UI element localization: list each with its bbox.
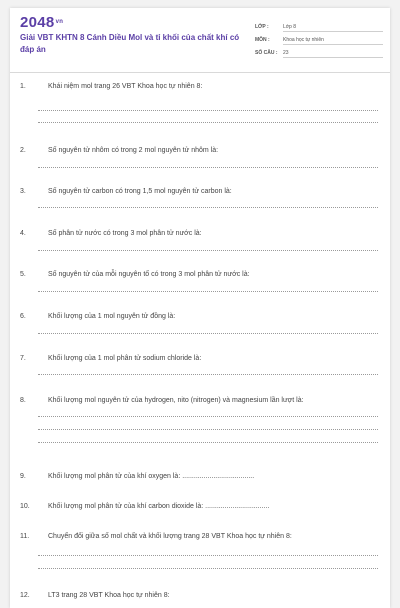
meta-label: MÔN : bbox=[255, 37, 270, 43]
question-text: Số phân tử nước có trong 3 mol phân tử nước là: bbox=[48, 230, 202, 237]
question-text: Số nguyên tử carbon có trong 1,5 mol nguyên tử carbon là: bbox=[48, 188, 232, 195]
answer-line[interactable] bbox=[38, 250, 378, 251]
answer-line[interactable] bbox=[38, 333, 378, 334]
question-text: Khái niệm mol trang 26 VBT Khoa học tự nhiên 8: bbox=[48, 83, 203, 90]
question-number: 10. bbox=[20, 503, 30, 510]
meta-label: LỚP : bbox=[255, 24, 269, 30]
question-text: Khối lượng của 1 mol phân tử sodium chloride là: bbox=[48, 355, 202, 362]
logo-suffix: vn bbox=[55, 19, 64, 25]
question-list bbox=[10, 8, 390, 608]
question-number: 8. bbox=[20, 397, 26, 404]
question-number: 7. bbox=[20, 355, 26, 362]
question-text: Số nguyên tử của mỗi nguyên tố có trong 3 mol phân tử nước là: bbox=[48, 271, 250, 278]
answer-line[interactable] bbox=[38, 167, 378, 168]
question-number: 6. bbox=[20, 313, 26, 320]
answer-line[interactable] bbox=[38, 110, 378, 111]
answer-line[interactable] bbox=[38, 555, 378, 556]
document-title: Giải VBT KHTN 8 Cánh Diều Mol và tỉ khối của chất khí có đáp án bbox=[20, 33, 240, 54]
answer-line[interactable] bbox=[38, 122, 378, 123]
question-number: 4. bbox=[20, 230, 26, 237]
meta-value: Lớp 8 bbox=[283, 22, 383, 32]
answer-line[interactable] bbox=[38, 291, 378, 292]
question-text: Khối lượng mol phân tử của khí oxygen là: ..................................... bbox=[48, 473, 255, 480]
answer-line[interactable] bbox=[38, 568, 378, 569]
question-text: Khối lượng mol nguyên tử của hydrogen, nito (nitrogen) và magnesium lần lượt là: bbox=[48, 397, 304, 404]
meta-value: 23 bbox=[283, 48, 383, 58]
meta-label: SỐ CÂU : bbox=[255, 50, 278, 56]
question-text: Khối lượng của 1 mol nguyên tử đồng là: bbox=[48, 313, 176, 320]
question-number: 11. bbox=[20, 533, 30, 540]
question-number: 3. bbox=[20, 188, 26, 195]
worksheet-page bbox=[10, 8, 390, 608]
answer-line[interactable] bbox=[38, 207, 378, 208]
question-number: 1. bbox=[20, 83, 26, 90]
question-text: LT3 trang 28 VBT Khoa học tự nhiên 8: bbox=[48, 592, 170, 599]
answer-line[interactable] bbox=[38, 429, 378, 430]
logo-text: 2048 bbox=[20, 14, 55, 31]
answer-line[interactable] bbox=[38, 416, 378, 417]
question-number: 2. bbox=[20, 147, 26, 154]
question-text: Chuyển đổi giữa số mol chất và khối lượng trang 28 VBT Khoa học tự nhiên 8: bbox=[48, 533, 292, 540]
question-number: 5. bbox=[20, 271, 26, 278]
answer-line[interactable] bbox=[38, 374, 378, 375]
answer-line[interactable] bbox=[38, 442, 378, 443]
question-number: 12. bbox=[20, 592, 30, 599]
question-text: Khối lượng mol phân tử của khí carbon dioxide là: ................................. bbox=[48, 503, 270, 510]
meta-value: Khoa học tự nhiên bbox=[283, 35, 383, 45]
question-text: Số nguyên tử nhôm có trong 2 mol nguyên tử nhôm là: bbox=[48, 147, 219, 154]
question-number: 9. bbox=[20, 473, 26, 480]
